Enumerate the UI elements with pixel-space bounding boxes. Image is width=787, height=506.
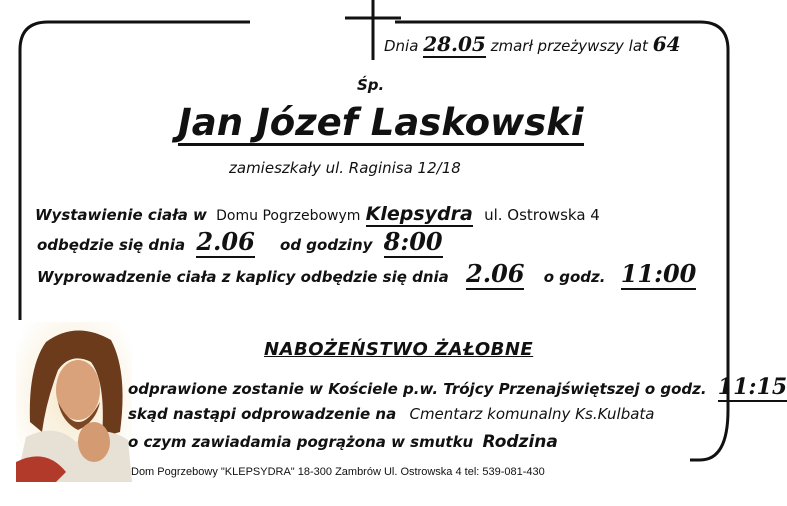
procession-time: 11:00 (620, 259, 697, 288)
viewing-time: 8:00 (383, 227, 443, 256)
service-title: NABOŻEŃSTWO ŻAŁOBNE (264, 339, 534, 360)
age: 64 (652, 32, 681, 56)
service-line-1 (128, 376, 787, 398)
service-time: 11:15 (717, 374, 787, 400)
service-line2-prefix: skąd nastąpi odprowadzenie na (128, 405, 397, 423)
death-date: 28.05 (423, 32, 486, 56)
honorific: Śp. (357, 76, 385, 94)
service-line1-text: odprawione zostanie w Kościele p.w. Trójcy Przenajświętszej o godz. (128, 380, 707, 398)
viewing-day: 2.06 (196, 227, 255, 256)
death-prefix: Dnia (384, 37, 419, 55)
family: Rodzina (482, 432, 558, 452)
service-line3-text: o czym zawiadamia pogrążona w smutku (128, 433, 474, 451)
residence: zamieszkały ul. Raginisa 12/18 (229, 159, 461, 177)
procession-text: Wyprowadzenie ciała z kaplicy odbędzie się dnia (37, 268, 449, 286)
service-line-3 (128, 432, 558, 452)
procession-line (37, 259, 697, 288)
viewing-place-prefix: Domu Pogrzebowym (216, 208, 361, 224)
viewing-intro: Wystawienie ciała w (35, 206, 207, 224)
viewing-place-address: ul. Ostrowska 4 (484, 206, 600, 224)
viewing-time-prefix: od godziny (280, 236, 373, 254)
footer-funeral-home: Dom Pogrzebowy "KLEPSYDRA" 18-300 Zambrów Ul. Ostrowska 4 tel: 539-081-430 (131, 466, 545, 478)
praying-figure-image (16, 322, 132, 482)
deceased-name: Jan Józef Laskowski (178, 101, 584, 144)
death-info (384, 34, 681, 55)
procession-day: 2.06 (466, 259, 525, 288)
cemetery: Cmentarz komunalny Ks.Kulbata (409, 405, 655, 423)
service-line-2 (128, 405, 655, 423)
viewing-day-prefix: odbędzie się dnia (37, 236, 186, 254)
death-text: zmarł przeżywszy lat (490, 37, 648, 55)
procession-time-prefix: o godz. (543, 268, 606, 286)
viewing-place-name: Klepsydra (365, 203, 473, 225)
viewing-day-line (37, 227, 443, 256)
viewing-line (35, 203, 600, 225)
